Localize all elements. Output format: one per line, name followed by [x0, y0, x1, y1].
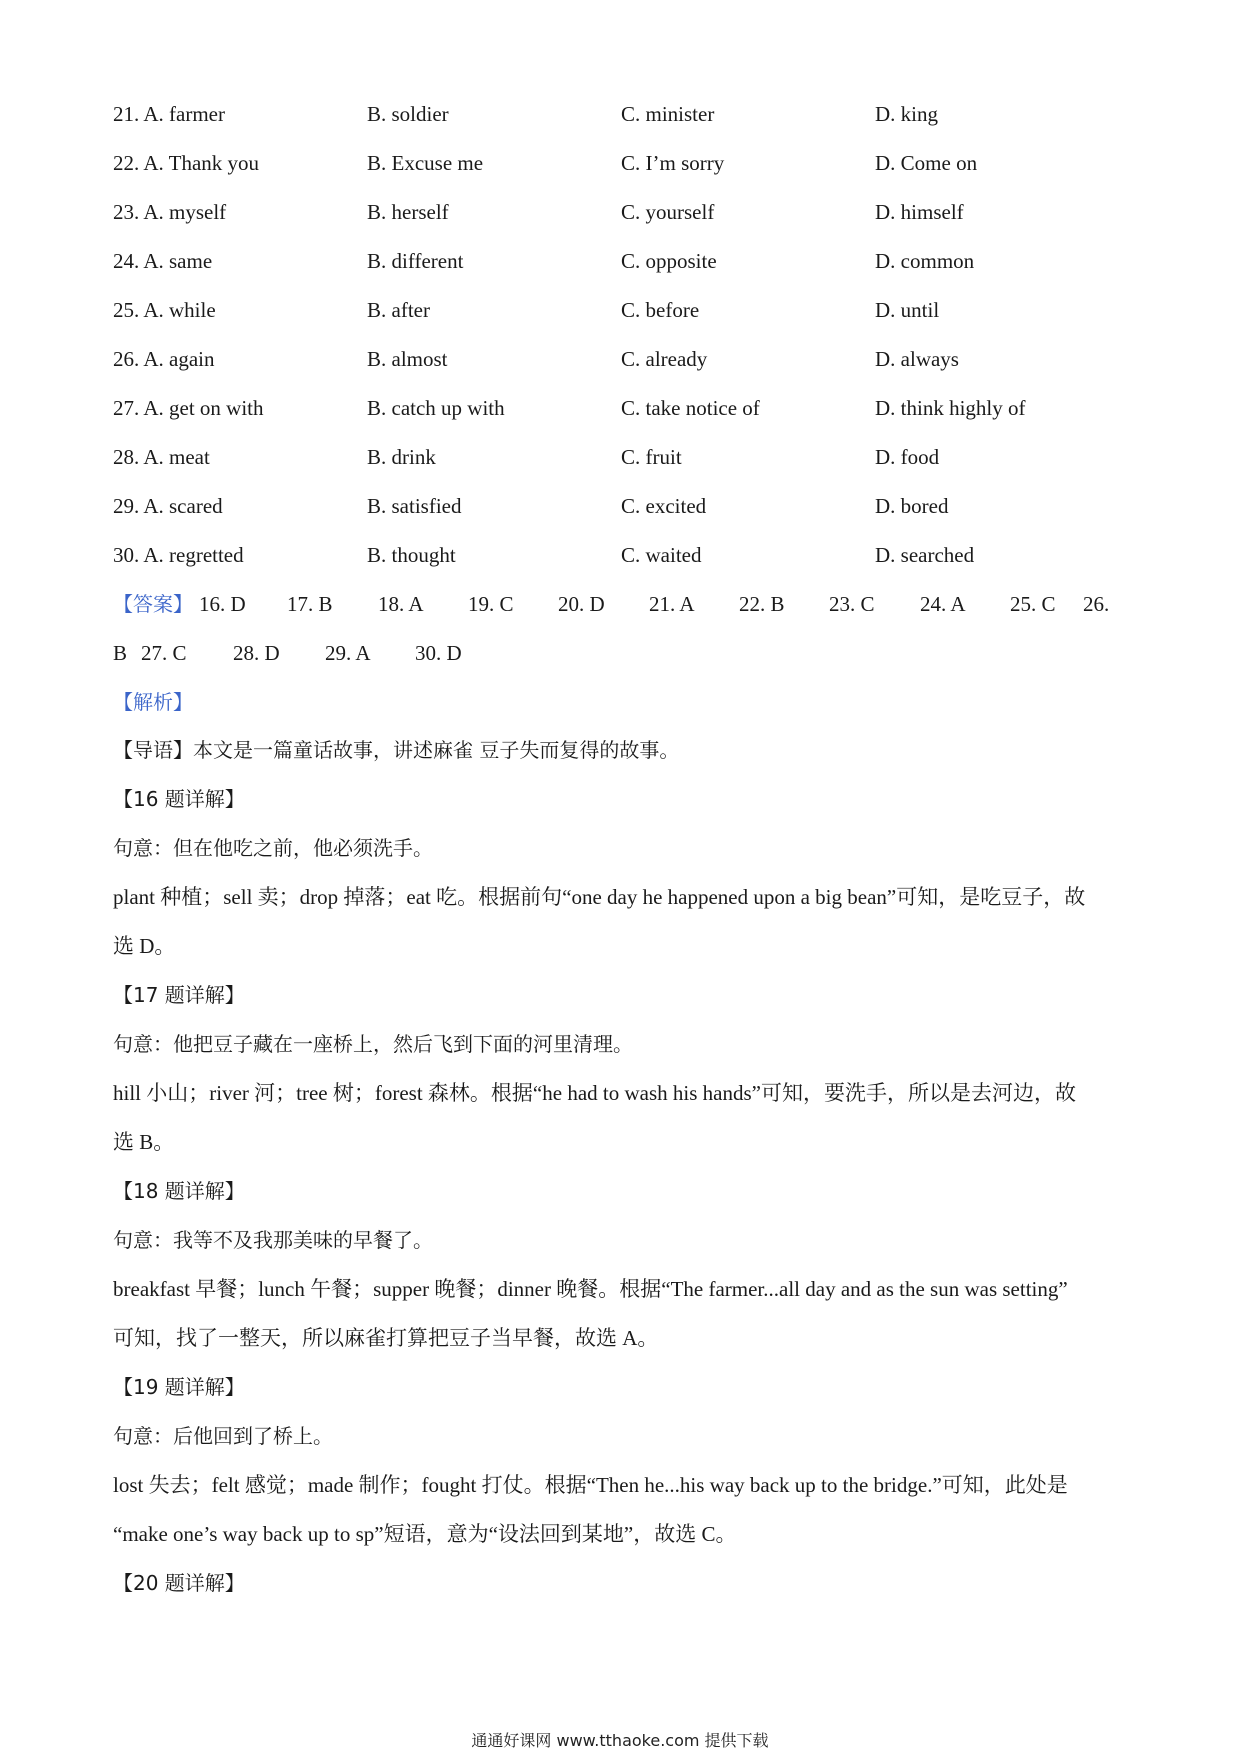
option-cell: D. Come on	[875, 151, 978, 175]
option-cell: C. take notice of	[621, 396, 760, 420]
explanation-line: “make one’s way back up to sp”短语，意为“设法回到某地”，故选 C。	[113, 1522, 737, 1546]
answer-item: 26.	[1083, 592, 1110, 616]
option-cell: 21. A. farmer	[113, 102, 225, 126]
option-cell: D. searched	[875, 543, 975, 567]
explanation-line: lost 失去；felt 感觉；made 制作；fought 打仗。根据“Then he...his way back up to the bridge.”可知，此处是	[113, 1473, 1068, 1497]
sentence-meaning: 句意：后他回到了桥上。	[113, 1424, 333, 1448]
section-heading: 【19 题详解】	[113, 1375, 245, 1399]
option-cell: D. think highly of	[875, 396, 1026, 420]
option-cell: B. Excuse me	[367, 151, 484, 175]
answer-item: 28. D	[233, 641, 280, 665]
option-row-27	[113, 394, 1133, 443]
section-heading: 【17 题详解】	[113, 983, 245, 1007]
option-row-21	[113, 100, 1133, 149]
option-row-25	[113, 296, 1133, 345]
option-cell: D. until	[875, 298, 940, 322]
section-heading: 【20 题详解】	[113, 1571, 245, 1595]
option-cell: 30. A. regretted	[113, 543, 244, 567]
answer-item: 17. B	[287, 592, 333, 616]
answer-tag: 【答案】	[113, 592, 193, 616]
answer-item: 18. A	[378, 592, 424, 616]
option-cell: 27. A. get on with	[113, 396, 264, 420]
option-cell: C. fruit	[621, 445, 682, 469]
option-cell: 25. A. while	[113, 298, 216, 322]
option-cell: 23. A. myself	[113, 200, 227, 224]
option-cell: D. food	[875, 445, 940, 469]
option-cell: B. satisfied	[367, 494, 462, 518]
option-cell: D. bored	[875, 494, 949, 518]
answer-item: 29. A	[325, 641, 371, 665]
answer-item: 25. C	[1010, 592, 1056, 616]
answer-item: B	[113, 641, 128, 665]
option-cell: B. herself	[367, 200, 449, 224]
sentence-meaning: 句意：我等不及我那美味的早餐了。	[113, 1228, 433, 1252]
analysis-content	[113, 736, 1133, 1618]
answer-item: 24. A	[920, 592, 966, 616]
explanation-line: breakfast 早餐；lunch 午餐；supper 晚餐；dinner 晚餐。根据“The farmer...all day and as the sun was setting”	[113, 1277, 1068, 1301]
answer-block	[113, 590, 1133, 688]
option-row-29	[113, 492, 1133, 541]
option-cell: C. I’m sorry	[621, 151, 725, 175]
option-cell: C. yourself	[621, 200, 715, 224]
option-cell: 24. A. same	[113, 249, 213, 273]
section-heading: 【18 题详解】	[113, 1179, 245, 1203]
option-row-26	[113, 345, 1133, 394]
option-cell: 22. A. Thank you	[113, 151, 260, 175]
answer-item: 19. C	[468, 592, 514, 616]
option-cell: D. common	[875, 249, 975, 273]
answer-item: 22. B	[739, 592, 785, 616]
analysis-heading: 【解析】	[113, 690, 193, 714]
answer-item: 27. C	[141, 641, 187, 665]
option-cell: B. almost	[367, 347, 448, 371]
answer-item: 20. D	[558, 592, 605, 616]
option-cell: B. soldier	[367, 102, 449, 126]
answer-item: 16. D	[199, 592, 246, 616]
option-cell: 26. A. again	[113, 347, 215, 371]
option-row-30	[113, 541, 1133, 590]
options-table	[113, 100, 1133, 590]
explanation-line: 可知，找了一整天，所以麻雀打算把豆子当早餐，故选 A。	[113, 1326, 659, 1350]
option-row-22	[113, 149, 1133, 198]
option-cell: B. drink	[367, 445, 436, 469]
answer-line-2	[113, 639, 1133, 688]
option-cell: C. before	[621, 298, 700, 322]
option-cell: 29. A. scared	[113, 494, 223, 518]
option-row-28	[113, 443, 1133, 492]
answer-line-1	[113, 590, 1133, 639]
option-cell: B. after	[367, 298, 430, 322]
option-row-24	[113, 247, 1133, 296]
sentence-meaning: 句意：他把豆子藏在一座桥上，然后飞到下面的河里清理。	[113, 1032, 633, 1056]
page-footer: 通通好课网 www.tthaoke.com 提供下载	[471, 1731, 769, 1750]
option-cell: B. different	[367, 249, 464, 273]
sentence-meaning: 句意：但在他吃之前，他必须洗手。	[113, 836, 433, 860]
option-cell: C. waited	[621, 543, 702, 567]
option-cell: D. king	[875, 102, 938, 126]
option-row-23	[113, 198, 1133, 247]
option-cell: C. minister	[621, 102, 715, 126]
option-cell: B. catch up with	[367, 396, 505, 420]
explanation-line: 选 B。	[113, 1130, 175, 1154]
answer-item: 23. C	[829, 592, 875, 616]
section-heading: 【16 题详解】	[113, 787, 245, 811]
answer-item: 30. D	[415, 641, 462, 665]
option-cell: B. thought	[367, 543, 456, 567]
option-cell: C. excited	[621, 494, 707, 518]
option-cell: D. himself	[875, 200, 964, 224]
option-cell: C. already	[621, 347, 708, 371]
option-cell: C. opposite	[621, 249, 717, 273]
explanation-line: plant 种植；sell 卖；drop 掉落；eat 吃。根据前句“one day he happened upon a big bean”可知，是吃豆子，故	[113, 885, 1086, 909]
explanation-line: 选 D。	[113, 934, 176, 958]
intro-line: 【导语】本文是一篇童话故事，讲述麻雀 豆子失而复得的故事。	[113, 738, 680, 762]
answer-item: 21. A	[649, 592, 695, 616]
explanation-line: hill 小山；river 河；tree 树；forest 森林。根据“he had to wash his hands”可知，要洗手，所以是去河边，故	[113, 1081, 1076, 1105]
option-cell: 28. A. meat	[113, 445, 210, 469]
option-cell: D. always	[875, 347, 959, 371]
